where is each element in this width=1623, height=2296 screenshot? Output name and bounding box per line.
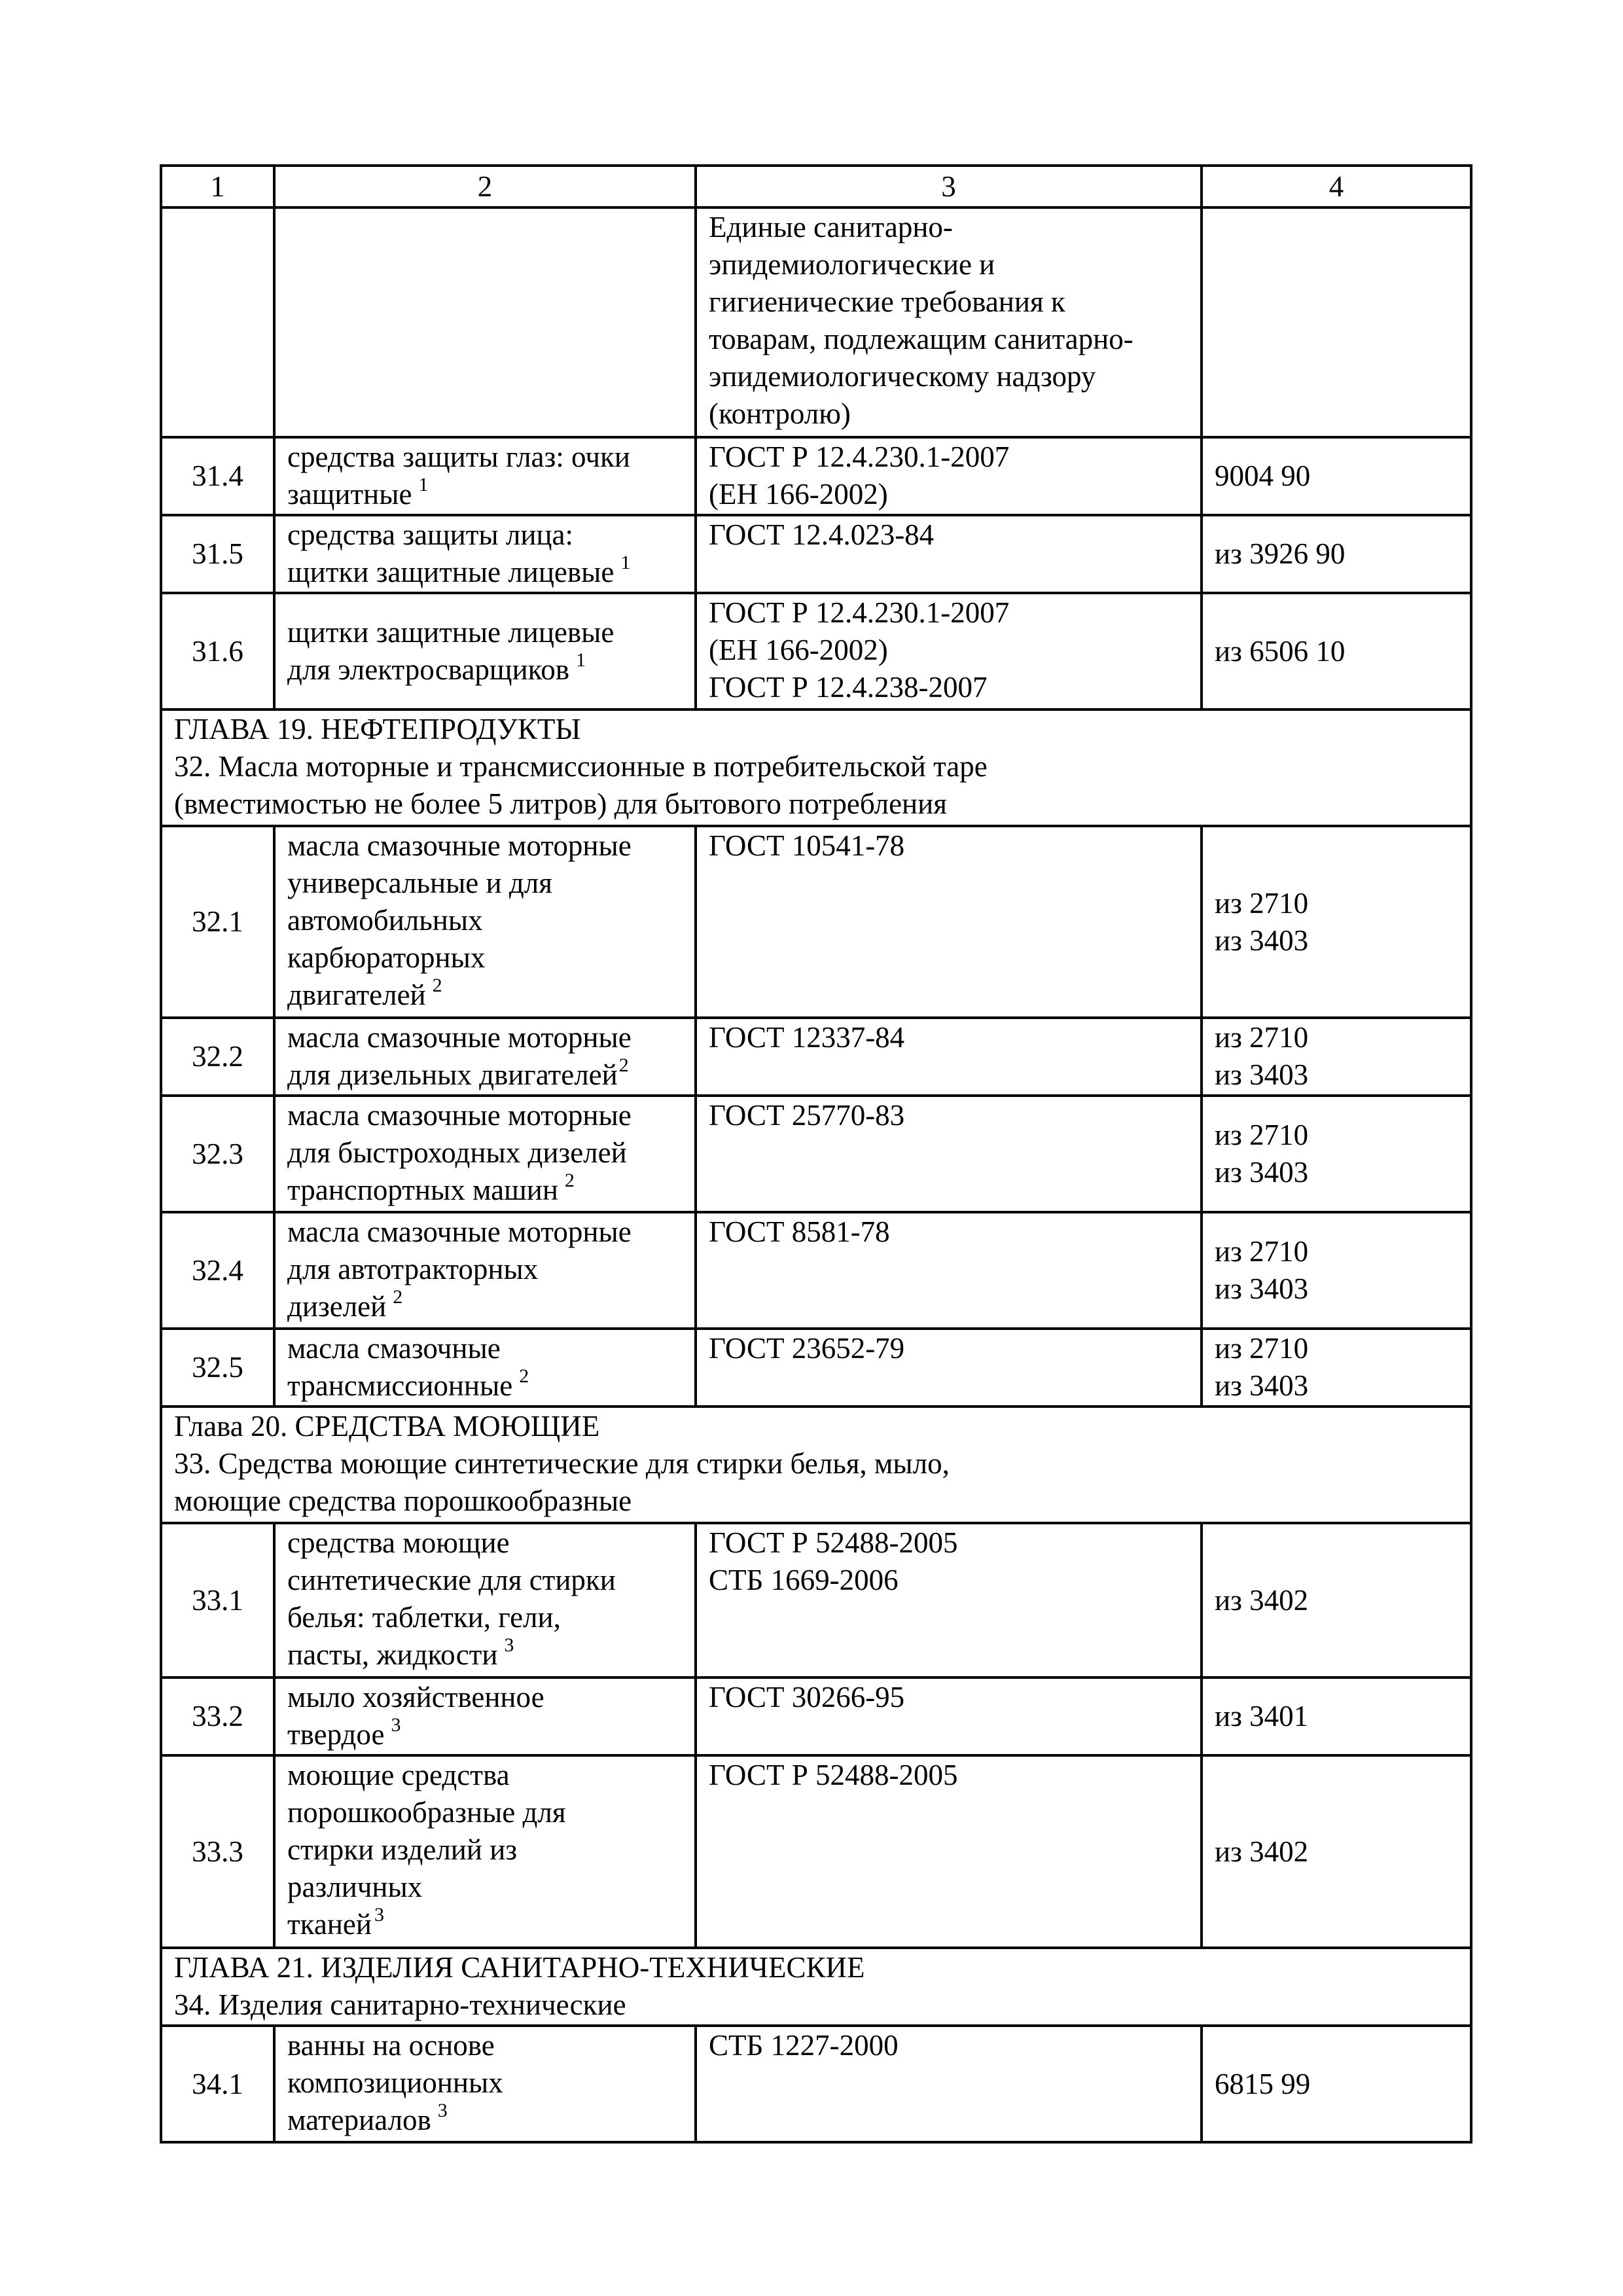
table-row [161,1523,1471,1677]
standard-line: ГОСТ 30266-95 [709,1681,905,1713]
row-number-cell [161,1755,274,1948]
product-name-line: порошкообразные для [287,1796,566,1829]
section-title: 32. Масла моторные и трансмиссионные в потребительской таре [174,750,988,783]
product-name-line: щитки защитные лицевые [287,616,615,649]
customs-code: из 3403 [1215,1272,1309,1305]
customs-code: из 2710 [1215,1235,1309,1268]
customs-code-cell [1202,1523,1471,1677]
row-number: 32.2 [192,1040,243,1073]
standard-line: СТБ 1669-2006 [709,1564,899,1596]
customs-code: из 3926 90 [1215,537,1346,570]
footnote-mark: 2 [393,1286,403,1308]
footnote-mark: 1 [620,552,631,573]
customs-code-cell [1202,1329,1471,1407]
section-title: (вместимостью не более 5 литров) для бытового потребления [174,787,947,820]
customs-code: из 3402 [1215,1583,1309,1617]
standard-line: ГОСТ 10541-78 [709,829,905,862]
table-row [161,1755,1471,1948]
standard-line: СТБ 1227-2000 [709,2029,899,2062]
product-name-line: средства защиты лица: [287,518,573,551]
standard-line: ГОСТ Р 12.4.230.1-2007 [709,596,1010,629]
row-number-cell [161,1018,274,1096]
product-name-line: средства защиты глаз: очки [287,440,630,473]
customs-code: из 3403 [1215,1369,1309,1402]
chapter-title: ГЛАВА 21. ИЗДЕЛИЯ САНИТАРНО-ТЕХНИЧЕСКИЕ [174,1951,865,1984]
standard-cell [696,1096,1202,1212]
customs-code-cell [1202,437,1471,515]
footnote-mark: 3 [391,1714,401,1736]
product-name-cell [274,515,696,593]
product-name-line: для автотракторных [287,1253,539,1285]
standard-line: ГОСТ Р 12.4.238-2007 [709,671,988,704]
section-heading-cell [161,1407,1471,1523]
table-row [161,2026,1471,2142]
product-name-cell [274,826,696,1018]
section-title: 34. Изделия санитарно-технические [174,1988,626,2021]
customs-code: из 3403 [1215,1058,1309,1091]
standard-line: ГОСТ 25770-83 [709,1099,905,1132]
section-row [161,1948,1471,2026]
footnote-mark: 2 [564,1170,575,1191]
standard-line: ГОСТ Р 12.4.230.1-2007 [709,440,1010,473]
row-number: 33.1 [192,1583,243,1617]
customs-code: из 2710 [1215,886,1309,920]
footnote-mark: 3 [504,1634,514,1656]
section-title: 33. Средства моющие синтетические для стирки белья, мыло, [174,1447,950,1480]
section-heading-cell [161,1948,1471,2026]
product-name-line: дизелей $^2$ [287,1286,403,1323]
standard-cell [696,207,1202,437]
footnote-mark: 1 [418,474,429,495]
footnote-mark: 3 [437,2100,448,2121]
product-name-cell [274,1096,696,1212]
product-name-cell [274,1523,696,1677]
row-number-cell [161,1523,274,1677]
product-name-line: ванны на основе [287,2029,495,2062]
standard-cell [696,1329,1202,1407]
row-number: 32.3 [192,1137,243,1170]
product-name-line: композиционных [287,2066,503,2099]
standard-line: гигиенические требования к [709,285,1065,318]
customs-code: 9004 90 [1215,459,1311,492]
row-number: 31.5 [192,537,243,570]
product-name-line: масла смазочные моторные [287,1021,632,1054]
customs-code: из 3403 [1215,1156,1309,1189]
row-number-cell [161,593,274,709]
customs-code: из 3402 [1215,1835,1309,1868]
table-row [161,437,1471,515]
column-header-2: 2 [274,166,696,207]
standard-cell [696,593,1202,709]
customs-code-cell [1202,1677,1471,1755]
row-number-cell [161,1096,274,1212]
product-name-cell [274,1018,696,1096]
product-name-line: масла смазочные моторные [287,1215,632,1248]
table-row [161,1212,1471,1329]
product-name-line: масла смазочные моторные [287,1099,632,1132]
product-name-line: средства моющие [287,1526,510,1559]
standard-line: ГОСТ 12.4.023-84 [709,518,935,551]
product-name-cell [274,1677,696,1755]
product-name-line: моющие средства [287,1759,510,1791]
table-row-continuation [161,207,1471,437]
section-heading-cell [161,709,1471,826]
row-number-cell [161,1329,274,1407]
column-header-1: 1 [161,166,274,207]
row-number-cell [161,826,274,1018]
row-number: 32.5 [192,1351,243,1384]
customs-code-cell [1202,1212,1471,1329]
row-number-cell [161,207,274,437]
product-name-line: тканей $^3$ [287,1904,384,1941]
product-name-line: масла смазочные [287,1332,501,1365]
standard-cell [696,515,1202,593]
standard-line: (контролю) [709,397,851,430]
standard-cell [696,1677,1202,1755]
product-name-line: синтетические для стирки [287,1564,616,1596]
customs-code-cell [1202,207,1471,437]
product-name-cell [274,1212,696,1329]
standard-line: Единые санитарно- [709,211,953,243]
product-name-line: белья: таблетки, гели, [287,1601,561,1634]
column-header-3: 3 [696,166,1202,207]
product-name-line: щитки защитные лицевые $^1$ [287,552,631,588]
customs-code: 6815 99 [1215,2067,1311,2100]
product-name-line: масла смазочные моторные [287,829,632,862]
standard-line: ГОСТ 12337-84 [709,1021,905,1054]
customs-code-cell [1202,593,1471,709]
product-name-line: пасты, жидкости $^3$ [287,1634,514,1671]
standard-cell [696,2026,1202,2142]
row-number: 33.2 [192,1700,243,1732]
product-name-cell [274,1755,696,1948]
product-name-line: мыло хозяйственное [287,1681,544,1713]
product-name-line: двигателей $^2$ [287,975,442,1011]
row-number: 34.1 [192,2067,243,2100]
product-name-cell [274,593,696,709]
customs-code-cell [1202,1096,1471,1212]
customs-code-cell [1202,1755,1471,1948]
standard-cell [696,1212,1202,1329]
footnote-mark: 2 [618,1054,629,1076]
product-name-line: для дизельных двигателей$^2$ [287,1054,629,1091]
footnote-mark: 3 [374,1904,384,1926]
footnote-mark: 2 [519,1365,529,1387]
row-number-cell [161,1212,274,1329]
product-name-line: стирки изделий из [287,1833,518,1866]
product-name-cell [274,437,696,515]
product-name-line: карбюраторных [287,941,486,974]
product-name-line: транспортных машин $^2$ [287,1170,575,1206]
chapter-title: ГЛАВА 19. НЕФТЕПРОДУКТЫ [174,713,581,745]
standard-line: ГОСТ 8581-78 [709,1215,890,1248]
row-number: 33.3 [192,1835,243,1868]
product-name-line: автомобильных [287,904,483,937]
column-header-row [161,166,1471,207]
standard-cell [696,826,1202,1018]
row-number-cell [161,2026,274,2142]
requirements-table [160,164,1472,2144]
customs-code-cell [1202,1018,1471,1096]
product-name-cell [274,1329,696,1407]
customs-code-cell [1202,2026,1471,2142]
row-number-cell [161,437,274,515]
product-name-line: для быстроходных дизелей [287,1136,627,1169]
standard-cell [696,1018,1202,1096]
chapter-title: Глава 20. СРЕДСТВА МОЮЩИЕ [174,1410,600,1443]
table-row [161,1677,1471,1755]
standard-line: (ЕН 166-2002) [709,478,888,511]
product-name-line: для электросварщиков $^1$ [287,649,586,686]
customs-code: из 2710 [1215,1119,1309,1151]
standard-line: (ЕН 166-2002) [709,634,888,666]
row-number-cell [161,515,274,593]
standard-line: товарам, подлежащим санитарно- [709,323,1133,355]
customs-code: из 2710 [1215,1021,1309,1054]
customs-code: из 3401 [1215,1700,1309,1732]
product-name-line: твердое $^3$ [287,1714,401,1751]
section-title: моющие средства порошкообразные [174,1484,632,1517]
customs-code: из 2710 [1215,1332,1309,1365]
product-name-line: трансмиссионные $^2$ [287,1365,529,1402]
product-name-line: защитные $^1$ [287,474,429,511]
table-row [161,593,1471,709]
column-header-4: 4 [1202,166,1471,207]
product-name-cell [274,207,696,437]
table-row [161,1018,1471,1096]
product-name-line: различных [287,1871,423,1903]
table-row [161,826,1471,1018]
table-row [161,515,1471,593]
table-row [161,1096,1471,1212]
standard-line: эпидемиологическому надзору [709,360,1096,393]
section-row [161,1407,1471,1523]
standard-line: эпидемиологические и [709,248,995,281]
standard-line: ГОСТ Р 52488-2005 [709,1759,958,1791]
product-name-cell [274,2026,696,2142]
standard-cell [696,437,1202,515]
standard-line: ГОСТ Р 52488-2005 [709,1526,958,1559]
product-name-line: материалов $^3$ [287,2100,448,2136]
row-number: 31.4 [192,459,243,492]
standard-cell [696,1523,1202,1677]
customs-code-cell [1202,515,1471,593]
row-number-cell [161,1677,274,1755]
table-row [161,1329,1471,1407]
section-row [161,709,1471,826]
customs-code: из 3403 [1215,924,1309,957]
standard-line: ГОСТ 23652-79 [709,1332,905,1365]
customs-code: из 6506 10 [1215,634,1346,668]
row-number: 32.4 [192,1253,243,1287]
row-number: 32.1 [192,905,243,938]
footnote-mark: 1 [576,649,586,671]
product-name-line: универсальные и для [287,867,552,899]
standard-cell [696,1755,1202,1948]
footnote-mark: 2 [432,975,442,996]
row-number: 31.6 [192,634,243,668]
customs-code-cell [1202,826,1471,1018]
